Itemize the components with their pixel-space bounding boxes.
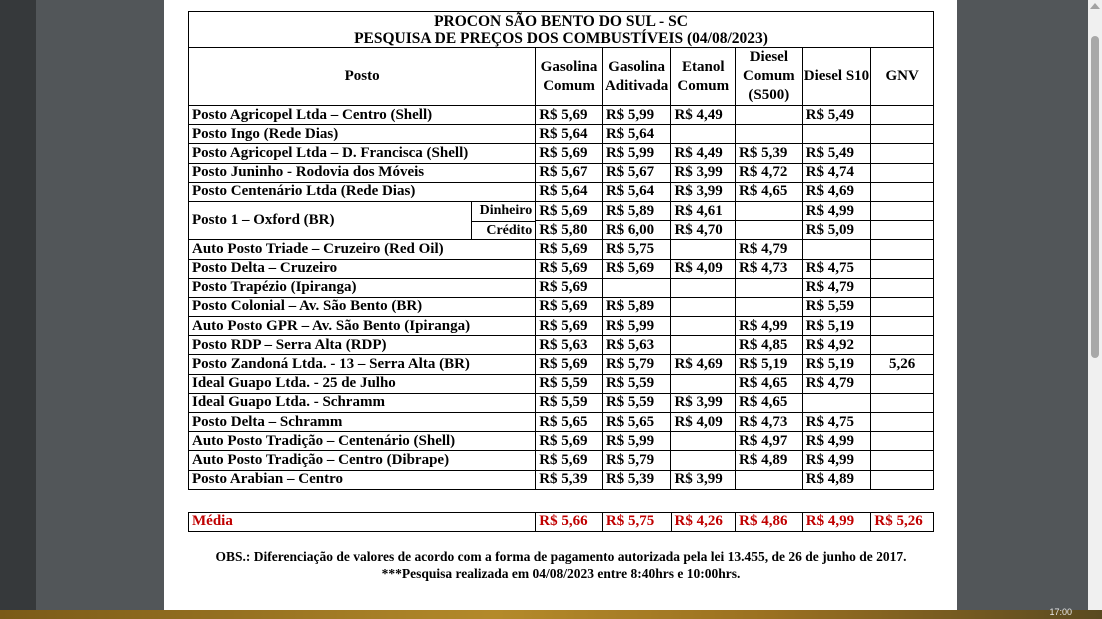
price-cell	[802, 393, 871, 412]
price-cell: R$ 5,59	[536, 374, 603, 393]
price-cell: R$ 4,79	[802, 374, 871, 393]
price-cell	[671, 336, 736, 355]
price-cell: R$ 4,69	[802, 182, 871, 201]
station-name: Posto Ingo (Rede Dias)	[189, 125, 536, 144]
station-name: Auto Posto Tradição – Centenário (Shell)	[189, 432, 536, 451]
price-cell: R$ 4,69	[671, 355, 736, 374]
price-cell	[871, 374, 934, 393]
col-header-gnv: GNV	[871, 48, 934, 106]
price-cell	[736, 221, 803, 240]
price-cell: R$ 3,99	[671, 470, 736, 489]
price-cell: R$ 5,99	[602, 432, 671, 451]
average-table	[188, 512, 934, 532]
obs-note: OBS.: Diferenciação de valores de acordo com a forma de pagamento autorizada pela lei 13.455, de 26 de junho de 2017.	[215, 548, 907, 564]
table-row	[189, 393, 934, 412]
price-cell: R$ 4,89	[736, 451, 803, 470]
col-header-gasolina-comum: Gasolina Comum	[536, 48, 603, 106]
price-cell: R$ 5,69	[536, 432, 603, 451]
price-cell: R$ 4,99	[736, 317, 803, 336]
price-cell: 5,26	[871, 355, 934, 374]
price-cell: R$ 5,69	[602, 259, 671, 278]
price-cell	[871, 317, 934, 336]
price-cell: R$ 4,99	[802, 451, 871, 470]
price-cell: R$ 4,99	[802, 432, 871, 451]
station-name: Posto Trapézio (Ipiranga)	[189, 278, 536, 297]
price-cell: R$ 5,75	[602, 240, 671, 259]
price-cell	[736, 125, 803, 144]
price-cell: R$ 4,72	[736, 163, 803, 182]
price-cell	[602, 278, 671, 297]
price-cell: R$ 4,75	[802, 413, 871, 432]
station-name: Posto Zandoná Ltda. - 13 – Serra Alta (BR)	[189, 355, 536, 374]
price-cell	[871, 470, 934, 489]
price-cell: R$ 5,69	[536, 259, 603, 278]
price-cell	[736, 201, 803, 220]
price-cell: R$ 4,79	[802, 278, 871, 297]
price-cell	[871, 297, 934, 316]
taskbar	[0, 607, 1102, 619]
price-cell: R$ 5,59	[536, 393, 603, 412]
table-row-oxford-dinheiro	[189, 201, 934, 220]
price-cell: R$ 5,64	[602, 125, 671, 144]
price-cell: R$ 4,75	[802, 259, 871, 278]
price-cell	[736, 297, 803, 316]
price-cell	[736, 470, 803, 489]
station-name: Ideal Guapo Ltda. - Schramm	[189, 393, 536, 412]
price-cell: R$ 5,99	[602, 317, 671, 336]
scrollbar-thumb[interactable]	[1091, 36, 1099, 358]
station-name: Posto Juninho - Rodovia dos Móveis	[189, 163, 536, 182]
station-name: Auto Posto GPR – Av. São Bento (Ipiranga)	[189, 317, 536, 336]
price-cell	[871, 451, 934, 470]
price-cell: R$ 5,19	[802, 355, 871, 374]
survey-note: ***Pesquisa realizada em 04/08/2023 entre 8:40hrs e 10:00hrs.	[381, 565, 741, 581]
price-cell	[802, 240, 871, 259]
price-cell: R$ 5,39	[736, 144, 803, 163]
price-cell: R$ 5,89	[602, 201, 671, 220]
price-cell: R$ 5,63	[602, 336, 671, 355]
title-line-2: PESQUISA DE PREÇOS DOS COMBUSTÍVEIS (04/08/2023)	[354, 30, 768, 47]
table-row	[189, 336, 934, 355]
table-row	[189, 470, 934, 489]
vertical-scrollbar[interactable]	[1088, 0, 1102, 610]
station-name: Posto Colonial – Av. São Bento (BR)	[189, 297, 536, 316]
table-row	[189, 432, 934, 451]
station-name: Ideal Guapo Ltda. - 25 de Julho	[189, 374, 536, 393]
average-etanol: R$ 4,26	[671, 512, 736, 531]
price-cell: R$ 3,99	[671, 393, 736, 412]
table-row	[189, 317, 934, 336]
average-gasolina-comum: R$ 5,66	[536, 512, 603, 531]
station-name: Posto Agricopel Ltda – D. Francisca (Shell)	[189, 144, 536, 163]
table-row	[189, 413, 934, 432]
average-row	[189, 512, 934, 531]
table-row	[189, 355, 934, 374]
price-cell: R$ 5,67	[602, 163, 671, 182]
station-name: Posto Centenário Ltda (Rede Dias)	[189, 182, 536, 201]
price-cell: R$ 5,69	[536, 201, 603, 220]
price-cell: R$ 4,65	[736, 374, 803, 393]
station-name: Auto Posto Triade – Cruzeiro (Red Oil)	[189, 240, 536, 259]
price-cell: R$ 4,09	[671, 259, 736, 278]
price-cell	[871, 125, 934, 144]
price-cell: R$ 4,97	[736, 432, 803, 451]
price-cell	[802, 125, 871, 144]
station-name: Posto Agricopel Ltda – Centro (Shell)	[189, 106, 536, 125]
col-header-posto: Posto	[189, 48, 536, 106]
table-row	[189, 451, 934, 470]
price-cell: R$ 4,65	[736, 393, 803, 412]
price-cell: R$ 3,99	[671, 182, 736, 201]
price-cell	[736, 106, 803, 125]
price-cell: R$ 5,19	[736, 355, 803, 374]
price-cell	[671, 297, 736, 316]
price-cell: R$ 5,39	[602, 470, 671, 489]
taskbar-clock: 17:00	[1049, 607, 1072, 617]
price-cell	[871, 221, 934, 240]
price-cell: R$ 5,64	[602, 182, 671, 201]
price-cell: R$ 5,99	[602, 106, 671, 125]
price-cell	[871, 163, 934, 182]
price-cell: R$ 5,99	[602, 144, 671, 163]
table-row	[189, 240, 934, 259]
col-header-diesel-s10: Diesel S10	[802, 48, 871, 106]
price-cell: R$ 5,19	[802, 317, 871, 336]
price-cell	[671, 317, 736, 336]
price-cell: R$ 5,49	[802, 144, 871, 163]
price-cell: R$ 5,69	[536, 297, 603, 316]
col-header-etanol-comum: Etanol Comum	[671, 48, 736, 106]
price-cell: R$ 5,69	[536, 278, 603, 297]
table-row	[189, 278, 934, 297]
price-cell	[871, 413, 934, 432]
price-cell	[871, 259, 934, 278]
price-cell: R$ 5,69	[536, 144, 603, 163]
price-cell	[871, 106, 934, 125]
header-row	[189, 48, 934, 106]
col-header-gasolina-aditivada: Gasolina Aditivada	[602, 48, 671, 106]
title-line-1: PROCON SÃO BENTO DO SUL - SC	[434, 13, 688, 30]
payment-label-dinheiro: Dinheiro	[479, 202, 533, 218]
price-cell: R$ 5,65	[602, 413, 671, 432]
price-cell: R$ 4,92	[802, 336, 871, 355]
price-cell: R$ 5,59	[602, 374, 671, 393]
price-cell	[871, 393, 934, 412]
station-name: Posto 1 – Oxford (BR)	[192, 211, 335, 228]
price-cell: R$ 5,69	[536, 317, 603, 336]
table-row	[189, 297, 934, 316]
price-cell	[871, 336, 934, 355]
average-gasolina-aditivada: R$ 5,75	[602, 512, 671, 531]
table-row	[189, 144, 934, 163]
price-cell: R$ 5,80	[536, 221, 603, 240]
price-cell	[871, 144, 934, 163]
price-cell: R$ 5,09	[802, 221, 871, 240]
table-row	[189, 163, 934, 182]
price-cell	[871, 432, 934, 451]
table-row	[189, 125, 934, 144]
station-name: Auto Posto Tradição – Centro (Dibrape)	[189, 451, 536, 470]
price-cell: R$ 5,64	[536, 182, 603, 201]
price-cell: R$ 4,49	[671, 106, 736, 125]
price-cell: R$ 4,49	[671, 144, 736, 163]
price-cell: R$ 4,73	[736, 259, 803, 278]
price-cell	[871, 240, 934, 259]
price-cell: R$ 5,69	[536, 106, 603, 125]
table-row	[189, 106, 934, 125]
payment-label-divider	[472, 221, 535, 222]
viewer-left-panel	[0, 0, 36, 610]
price-survey	[188, 11, 934, 582]
price-cell	[671, 374, 736, 393]
table-row	[189, 182, 934, 201]
price-cell: R$ 3,99	[671, 163, 736, 182]
price-cell	[871, 182, 934, 201]
price-cell: R$ 5,69	[536, 355, 603, 374]
document-page	[164, 0, 957, 610]
table-title	[189, 12, 934, 48]
price-cell	[671, 451, 736, 470]
price-cell: R$ 5,79	[602, 451, 671, 470]
oxford-name-cell	[189, 201, 536, 239]
table-row	[189, 374, 934, 393]
table-row	[189, 259, 934, 278]
price-cell: R$ 4,99	[802, 201, 871, 220]
price-cell: R$ 5,39	[536, 470, 603, 489]
payment-label-credito: Crédito	[486, 222, 533, 238]
average-diesel-s10: R$ 4,99	[802, 512, 871, 531]
price-cell	[871, 278, 934, 297]
price-cell: R$ 4,65	[736, 182, 803, 201]
price-cell: R$ 5,69	[536, 240, 603, 259]
price-cell: R$ 5,69	[536, 451, 603, 470]
price-cell: R$ 5,63	[536, 336, 603, 355]
price-cell: R$ 5,65	[536, 413, 603, 432]
price-cell: R$ 4,61	[671, 201, 736, 220]
price-cell: R$ 5,79	[602, 355, 671, 374]
price-cell	[736, 278, 803, 297]
average-label: Média	[189, 512, 536, 531]
station-name: Posto Delta – Cruzeiro	[189, 259, 536, 278]
price-cell	[871, 201, 934, 220]
station-name: Posto Delta – Schramm	[189, 413, 536, 432]
price-cell: R$ 5,49	[802, 106, 871, 125]
price-cell	[671, 432, 736, 451]
price-cell	[671, 278, 736, 297]
price-table	[188, 11, 934, 490]
price-cell: R$ 5,59	[602, 393, 671, 412]
average-gnv: R$ 5,26	[871, 512, 934, 531]
price-cell: R$ 4,09	[671, 413, 736, 432]
price-cell: R$ 4,89	[802, 470, 871, 489]
scroll-up-arrow-icon[interactable]	[1090, 3, 1100, 9]
price-cell: R$ 5,67	[536, 163, 603, 182]
price-cell	[671, 240, 736, 259]
price-cell	[671, 125, 736, 144]
price-cell: R$ 6,00	[602, 221, 671, 240]
price-cell: R$ 5,59	[802, 297, 871, 316]
price-cell: R$ 4,85	[736, 336, 803, 355]
average-diesel-comum: R$ 4,86	[736, 512, 803, 531]
station-name: Posto Arabian – Centro	[189, 470, 536, 489]
price-cell: R$ 4,73	[736, 413, 803, 432]
col-header-diesel-comum: Diesel Comum (S500)	[736, 48, 803, 106]
price-cell: R$ 4,70	[671, 221, 736, 240]
price-cell: R$ 5,64	[536, 125, 603, 144]
price-cell: R$ 4,74	[802, 163, 871, 182]
notes	[188, 548, 934, 582]
price-cell: R$ 5,89	[602, 297, 671, 316]
station-name: Posto RDP – Serra Alta (RDP)	[189, 336, 536, 355]
price-cell: R$ 4,79	[736, 240, 803, 259]
